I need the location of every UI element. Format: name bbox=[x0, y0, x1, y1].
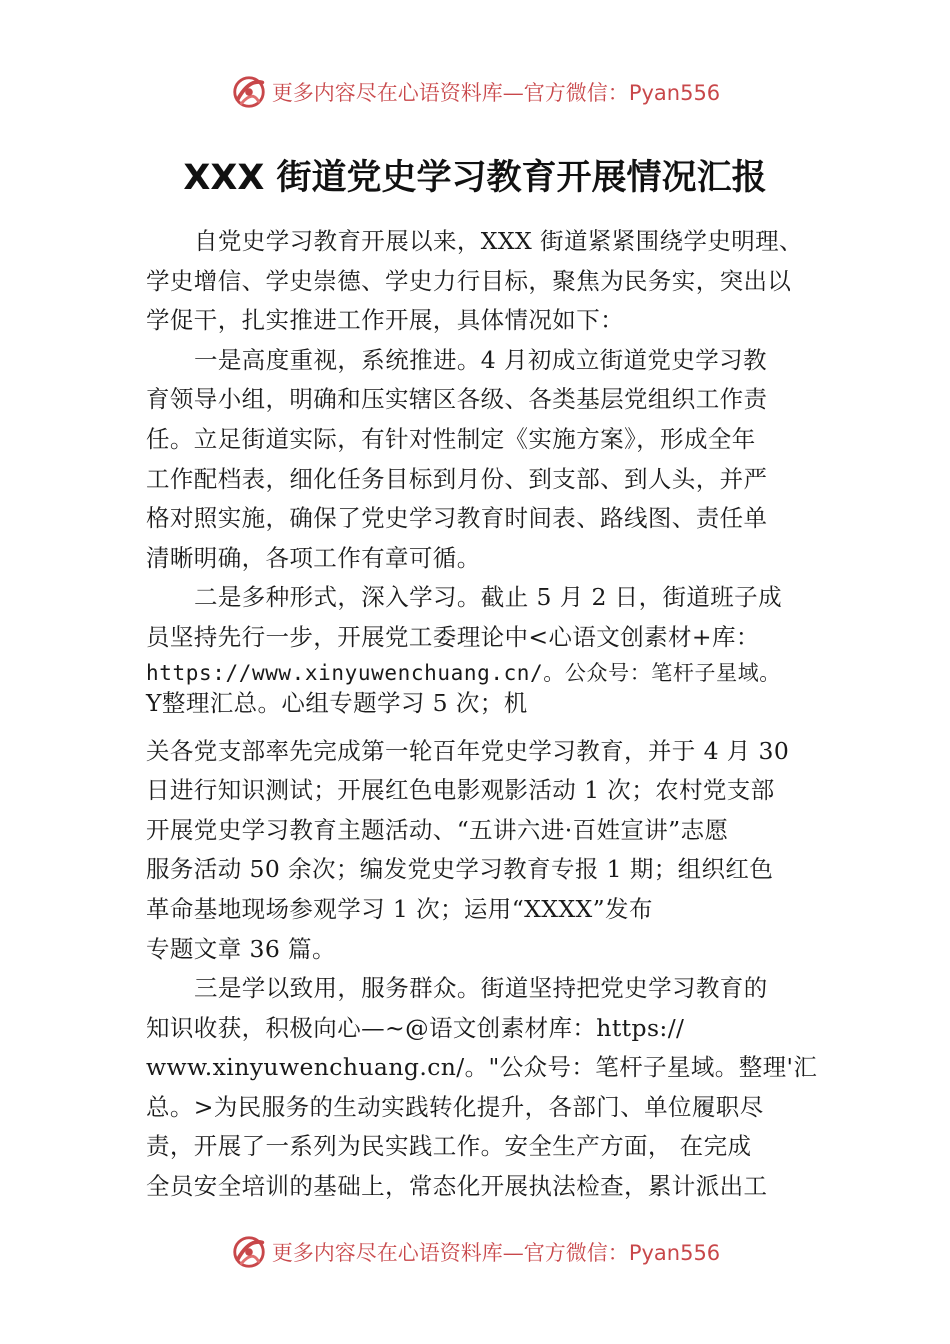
text-line: 一是高度重视，系统推进。4 月初成立街道党史学习教 bbox=[194, 345, 767, 374]
text-line: Y整理汇总。心组专题学习 5 次；机 bbox=[146, 688, 528, 717]
text-line: 员坚持先行一步，开展党工委理论中<心语文创素材+库： bbox=[146, 622, 760, 651]
text-line: 服务活动 50 余次；编发党史学习教育专报 1 期；组织红色 bbox=[146, 855, 774, 884]
text-line: 自党史学习教育开展以来，XXX 街道紧紧围绕学史明理、 bbox=[194, 227, 803, 255]
text-line: 责，开展了一系列为民实践工作。安全生产方面， 在完成 bbox=[146, 1132, 752, 1161]
text-line: 关各党支部率先完成第一轮百年党史学习教育，并于 4 月 30 bbox=[146, 736, 790, 765]
document-body bbox=[146, 222, 822, 1207]
text-line: www.xinyuwenchuang.cn/。"公众号：笔杆子星域。整理'汇 bbox=[146, 1053, 818, 1082]
text-line: 日进行知识测试；开展红色电影观影活动 1 次；农村党支部 bbox=[146, 776, 775, 805]
text-line: 知识收获，积极向心—~@语文创素材库：https:// bbox=[146, 1013, 685, 1042]
text-line: 三是学以致用，服务群众。街道坚持把党史学习教育的 bbox=[194, 974, 768, 1003]
red-swirl-logo-icon bbox=[230, 1233, 268, 1271]
text-line: 革命基地现场参观学习 1 次；运用“XXXX”发布 bbox=[146, 894, 653, 923]
text-line: 任。立足街道实际，有针对性制定《实施方案》，形成全年 bbox=[146, 424, 756, 453]
text-line: 工作配档表，细化任务目标到月份、到支部、到人头，并严 bbox=[146, 464, 768, 493]
watermark-banner-bottom bbox=[0, 1232, 950, 1272]
red-swirl-logo-icon bbox=[230, 73, 268, 111]
text-line: 专题文章 36 篇。 bbox=[146, 934, 336, 963]
text-line: 全员安全培训的基础上，常态化开展执法检查，累计派出工 bbox=[146, 1172, 768, 1201]
text-line: https://www.xinyuwenchuang.cn/。公众号：笔杆子星域。 bbox=[146, 660, 781, 685]
watermark-wechat-id: Pyan556 bbox=[628, 81, 721, 105]
watermark-text: 更多内容尽在心语资料库—官方微信：Pyan556 bbox=[271, 81, 721, 105]
text-line: 总。>为民服务的生动实践转化提升，各部门、单位履职尽 bbox=[146, 1092, 764, 1121]
text-line: 开展党史学习教育主题活动、“五讲六进·百姓宣讲”志愿 bbox=[146, 815, 729, 844]
watermark-wechat-id: Pyan556 bbox=[628, 1241, 721, 1265]
document-title: XXX 街道党史学习教育开展情况汇报 bbox=[183, 158, 767, 198]
watermark-banner-top bbox=[0, 72, 950, 112]
text-line: 清晰明确，各项工作有章可循。 bbox=[146, 543, 481, 572]
text-line: 学史增信、学史崇德、学史力行目标，聚焦为民务实，突出以 bbox=[146, 266, 792, 295]
text-line: 育领导小组，明确和压实辖区各级、各类基层党组织工作责 bbox=[146, 385, 768, 414]
watermark-text: 更多内容尽在心语资料库—官方微信：Pyan556 bbox=[271, 1241, 721, 1265]
text-line: 学促干，扎实推进工作开展，具体情况如下： bbox=[146, 306, 624, 335]
text-line: 格对照实施，确保了党史学习教育时间表、路线图、责任单 bbox=[146, 504, 768, 533]
text-line: 二是多种形式，深入学习。截止 5 月 2 日，街道班子成 bbox=[194, 583, 782, 612]
